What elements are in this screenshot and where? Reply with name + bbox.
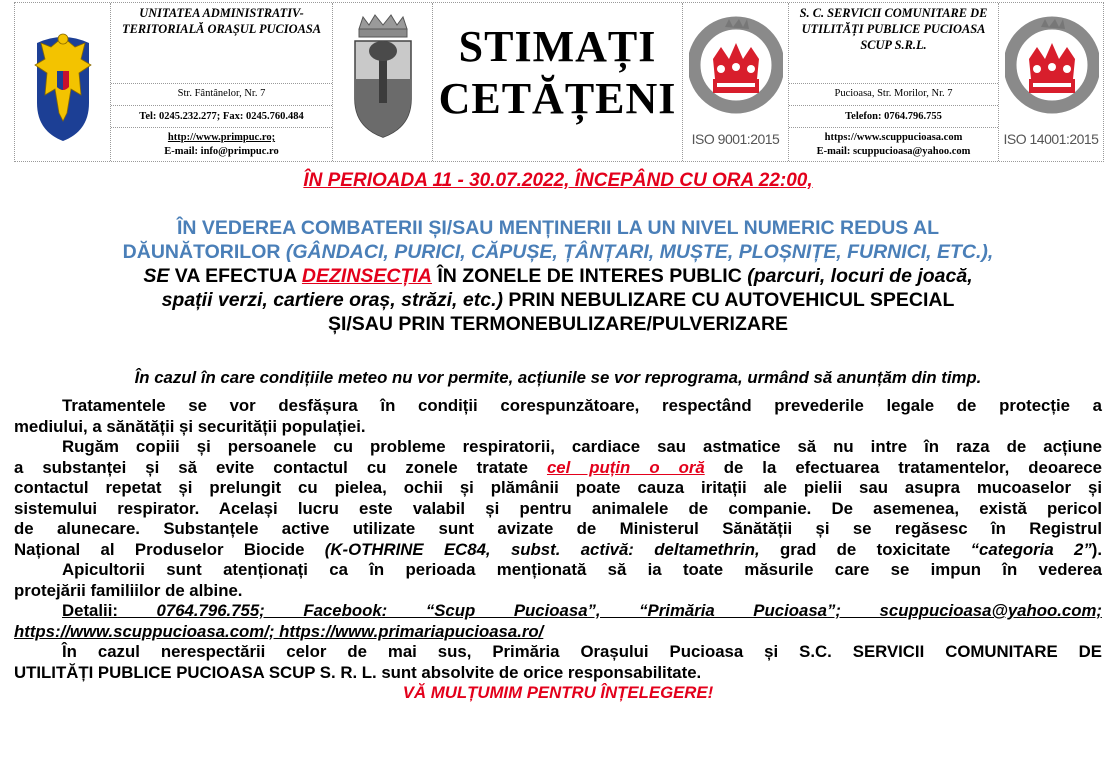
- request-2c: de la efectuarea tratamentelor, deoarece: [704, 457, 1102, 477]
- nebulization-text: PRIN NEBULIZARE CU AUTOVEHICUL SPECIAL: [502, 289, 955, 311]
- company-address: Pucioasa, Str. Morilor, Nr. 7: [834, 88, 953, 99]
- zones-list-2: spații verzi, cartiere oraș, străzi, etc.): [161, 289, 503, 311]
- main-announcement: [14, 216, 1102, 336]
- details-line-1: [14, 601, 1102, 622]
- treatment-line-2: mediului, a sănătății și securității populației.: [14, 416, 366, 436]
- announcement-line-4: [14, 288, 1102, 312]
- company-email[interactable]: E-mail: scuppucioasa@yahoo.com: [816, 146, 971, 157]
- disinsection-word: DEZINSECȚIA: [301, 265, 432, 287]
- city-hall-phones: Tel: 0245.232.277; Fax: 0245.760.484: [139, 111, 304, 122]
- certification-crown-icon: [689, 7, 783, 123]
- zones-list-1: (parcuri, locuri de joacă,: [747, 265, 973, 287]
- public-zones-text: ÎN ZONELE DE INTERES PUBLIC: [431, 265, 748, 287]
- announcement-line-3: [14, 264, 1102, 288]
- pucioasa-coat-of-arms-icon: [333, 3, 433, 161]
- bees-line-2: protejării familiilor de albine.: [14, 580, 243, 600]
- request-end: ).: [1091, 539, 1102, 559]
- letterhead: [14, 2, 1104, 162]
- pests-label: DĂUNĂTORILOR: [122, 241, 281, 263]
- iso-9001-label: ISO 9001:2015: [691, 131, 780, 147]
- details-label: Detalii:: [62, 601, 118, 620]
- company-name: S. C. SERVICII COMUNITARE DE UTILITĂȚI PUBLICE PUCIOASA SCUP S.R.L.: [799, 6, 988, 52]
- toxicity-text: grad de toxicitate: [759, 539, 971, 559]
- request-line-3: contactul repetat și prelungit cu pielea, ochii și plămânii poate cauza iritații ale pielii sau asupra mucoaselor și: [14, 478, 1102, 497]
- se-word: SE: [143, 265, 170, 287]
- title-line-2: CETĂȚENI: [438, 74, 677, 123]
- title-line-1: STIMAȚI: [458, 22, 657, 71]
- title-cell: [433, 3, 683, 161]
- company-website-link[interactable]: https://www.scuppucioasa.com: [824, 132, 963, 143]
- toxicity-category: “categoria 2”: [970, 539, 1092, 559]
- pucioasa-coat-of-arms-cell: [333, 3, 433, 161]
- announcement-line-5: ȘI/SAU PRIN TERMONEBULIZARE/PULVERIZARE: [327, 313, 789, 335]
- contact-details[interactable]: 0764.796.755; Facebook: “Scup Pucioasa”, “Primăria Pucioasa”; scuppucioasa@yahoo.com;: [117, 601, 1102, 620]
- company-info: [789, 3, 999, 161]
- period-line: ÎN PERIOADA 11 - 30.07.2022, ÎNCEPÂND CU ORA 22:00,: [303, 170, 813, 191]
- city-hall-name: UNITATEA ADMINISTRATIV-TERITORIALĂ ORAȘUL PUCIOASA: [122, 6, 321, 36]
- romania-coat-of-arms-icon: [15, 3, 111, 161]
- will-perform-text: VA EFECTUA: [169, 265, 302, 287]
- one-hour-warning: cel puțin o oră: [546, 457, 705, 477]
- request-line-1: Rugăm copiii și persoanele cu probleme respiratorii, cardiace sau astmatice să nu intre în raza de acțiune: [62, 437, 1102, 456]
- city-hall-website-link[interactable]: http://www.primpuc.ro;: [167, 132, 276, 143]
- announcement-line-2: [14, 240, 1102, 264]
- certification-crown-icon: [1005, 7, 1099, 123]
- request-2a: a substanței și să evite contactul cu zonele tratate: [14, 457, 547, 477]
- disclaimer-line-1: În cazul nerespectării celor de mai sus, Primăria Orașului Pucioasa și S.C. SERVICII COMUNITARE DE: [62, 642, 1102, 661]
- treatment-line-1: Tratamentele se vor desfășura în condiții corespunzătoare, respectând prevederile legale de protecție a: [62, 396, 1102, 415]
- product-name: (K-OTHRINE EC84, subst. activă: deltamethrin,: [324, 539, 760, 559]
- announcement-line-1: ÎN VEDEREA COMBATERII ȘI/SAU MENȚINERII LA UN NIVEL NUMERIC REDUS AL: [177, 217, 939, 239]
- request-line-2: [14, 458, 1102, 479]
- romania-coat-of-arms-cell: [15, 3, 111, 161]
- iso-14001-cell: [999, 3, 1103, 161]
- weather-note: În cazul în care condițiile meteo nu vor permite, acțiunile se vor reprograma, urmând să anunțăm din timp.: [134, 368, 982, 387]
- iso-9001-cell: [683, 3, 789, 161]
- city-hall-address: Str. Fântânelor, Nr. 7: [177, 88, 266, 99]
- disclaimer-line-2: UTILITĂȚI PUBLICE PUCIOASA SCUP S. R. L. sunt absolvite de orice responsabilitate.: [14, 662, 702, 682]
- body-paragraphs: [14, 396, 1102, 704]
- request-line-5: de alunecare. Substanțele active utilizate sunt avizate de Ministerul Sănătății și se regăsesc în Registrul: [14, 519, 1102, 538]
- iso-14001-label: ISO 14001:2015: [1003, 131, 1099, 147]
- company-phone: Telefon: 0764.796.755: [845, 111, 942, 122]
- bees-line-1: Apicultorii sunt atenționați ca în perioada menționată să ia toate măsurile care se impun în vederea: [62, 560, 1102, 579]
- request-line-6: [14, 540, 1102, 561]
- pests-list: (GÂNDACI, PURICI, CĂPUȘE, ȚÂNȚARI, MUȘTE, PLOȘNIȚE, FURNICI, ETC.),: [280, 241, 994, 263]
- city-hall-info: [111, 3, 333, 161]
- thank-you-line: VĂ MULȚUMIM PENTRU ÎNȚELEGERE!: [402, 683, 714, 702]
- website-links[interactable]: https://www.scuppucioasa.com/; https://www.primariapucioasa.ro/: [14, 621, 544, 641]
- request-line-4: sistemului respirator. Același lucru este valabil și pentru animalele de companie. De asemenea, există pericol: [14, 498, 1102, 518]
- registry-text: Național al Produselor Biocide: [14, 539, 325, 559]
- city-hall-email[interactable]: E-mail: info@primpuc.ro: [164, 146, 279, 157]
